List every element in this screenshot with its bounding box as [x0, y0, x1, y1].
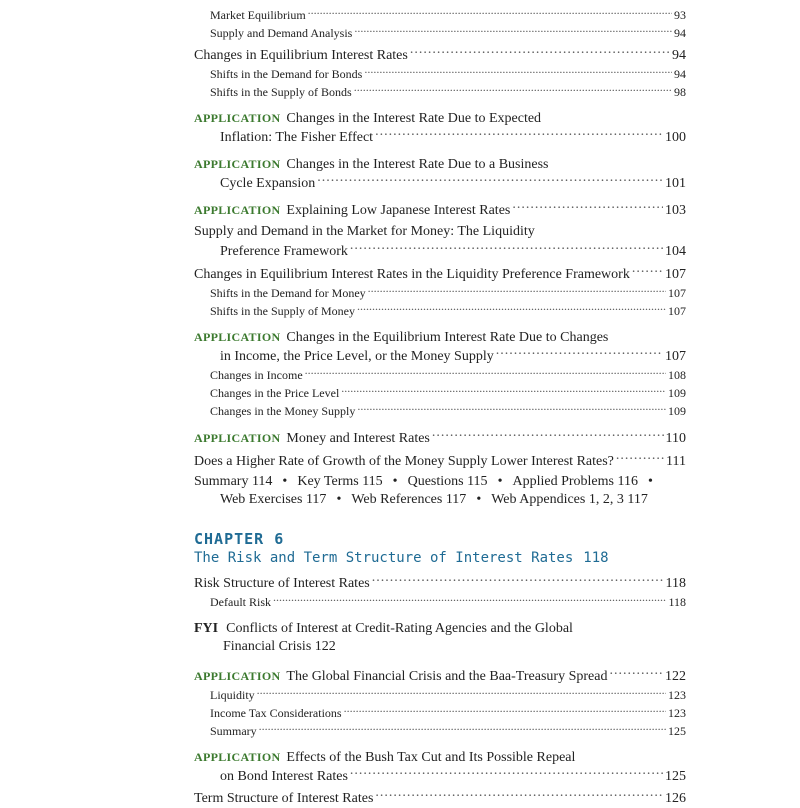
application-entry: APPLICATION Changes in the Equilibrium Interest Rate Due to Changes	[194, 330, 609, 345]
toc-entry-continuation: in Income, the Price Level, or the Money Supply ..... 107	[220, 346, 686, 366]
toc-entry: Changes in Equilibrium Interest Rates in the Liquidity Preference Framework ..... 107	[194, 264, 686, 284]
toc-entry: Income Tax Considerations ..... 123	[210, 703, 686, 722]
application-entry: APPLICATION Explaining Low Japanese Interest Rates ..... 103	[194, 200, 686, 220]
toc-entry: Summary ..... 125	[210, 721, 686, 740]
toc-entry: Changes in Equilibrium Interest Rates ..... 94	[194, 45, 686, 65]
fyi-tag: FYI	[194, 621, 219, 636]
toc-entry: Does a Higher Rate of Growth of the Money Supply Lower Interest Rates? ..... 111	[194, 451, 686, 471]
application-tag: APPLICATION	[194, 669, 281, 683]
chapter-endmatter: Summary 114 • Key Terms 115 • Questions 115 • Applied Problems 116 •	[194, 474, 653, 489]
toc-entry: Market Equilibrium ..... 93	[210, 5, 686, 24]
application-entry: APPLICATION Changes in the Interest Rate Due to Expected	[194, 111, 542, 126]
application-tag: APPLICATION	[194, 157, 281, 171]
application-entry: APPLICATION Changes in the Interest Rate Due to a Business	[194, 157, 549, 172]
application-tag: APPLICATION	[194, 431, 281, 445]
toc-entry: Supply and Demand Analysis ..... 94	[210, 23, 686, 42]
chapter-label: CHAPTER 6	[194, 530, 285, 548]
toc-entry: Liquidity ..... 123	[210, 685, 686, 704]
toc-entry: Shifts in the Demand for Bonds ..... 94	[210, 64, 686, 83]
toc-entry: Changes in Income ..... 108	[210, 365, 686, 384]
toc-entry: Changes in the Money Supply ..... 109	[210, 401, 686, 420]
application-tag: APPLICATION	[194, 330, 281, 344]
toc-entry: Shifts in the Supply of Money ..... 107	[210, 301, 686, 320]
chapter-endmatter: Web Exercises 117 • Web References 117 • Web Appendices 1, 2, 3 117	[220, 492, 648, 507]
application-entry: APPLICATION Money and Interest Rates ..... 110	[194, 428, 686, 448]
toc-entry: Shifts in the Demand for Money ..... 107	[210, 283, 686, 302]
application-entry: APPLICATION Effects of the Bush Tax Cut and Its Possible Repeal	[194, 750, 576, 765]
application-tag: APPLICATION	[194, 750, 281, 764]
application-entry: APPLICATION The Global Financial Crisis and the Baa-Treasury Spread ..... 122	[194, 666, 686, 686]
toc-entry-continuation: Inflation: The Fisher Effect ..... 100	[220, 127, 686, 147]
toc-entry: Changes in the Price Level ..... 109	[210, 383, 686, 402]
toc-entry: Risk Structure of Interest Rates ..... 118	[194, 573, 686, 593]
chapter-title: The Risk and Term Structure of Interest Rates 118	[194, 550, 609, 566]
toc-entry: Supply and Demand in the Market for Money: The Liquidity	[194, 224, 535, 239]
toc-entry-continuation: on Bond Interest Rates ..... 125	[220, 766, 686, 786]
fyi-entry: FYI Conflicts of Interest at Credit-Rating Agencies and the Global	[194, 621, 573, 636]
toc-entry: Default Risk ..... 118	[210, 592, 686, 611]
toc-entry-continuation: Cycle Expansion ..... 101	[220, 173, 686, 193]
toc-entry: Term Structure of Interest Rates ..... 126	[194, 788, 686, 808]
toc-entry-continuation: Preference Framework ..... 104	[220, 241, 686, 261]
application-tag: APPLICATION	[194, 111, 281, 125]
application-tag: APPLICATION	[194, 203, 281, 217]
toc-entry-continuation: Financial Crisis 122	[223, 639, 336, 654]
toc-entry: Shifts in the Supply of Bonds ..... 98	[210, 82, 686, 101]
